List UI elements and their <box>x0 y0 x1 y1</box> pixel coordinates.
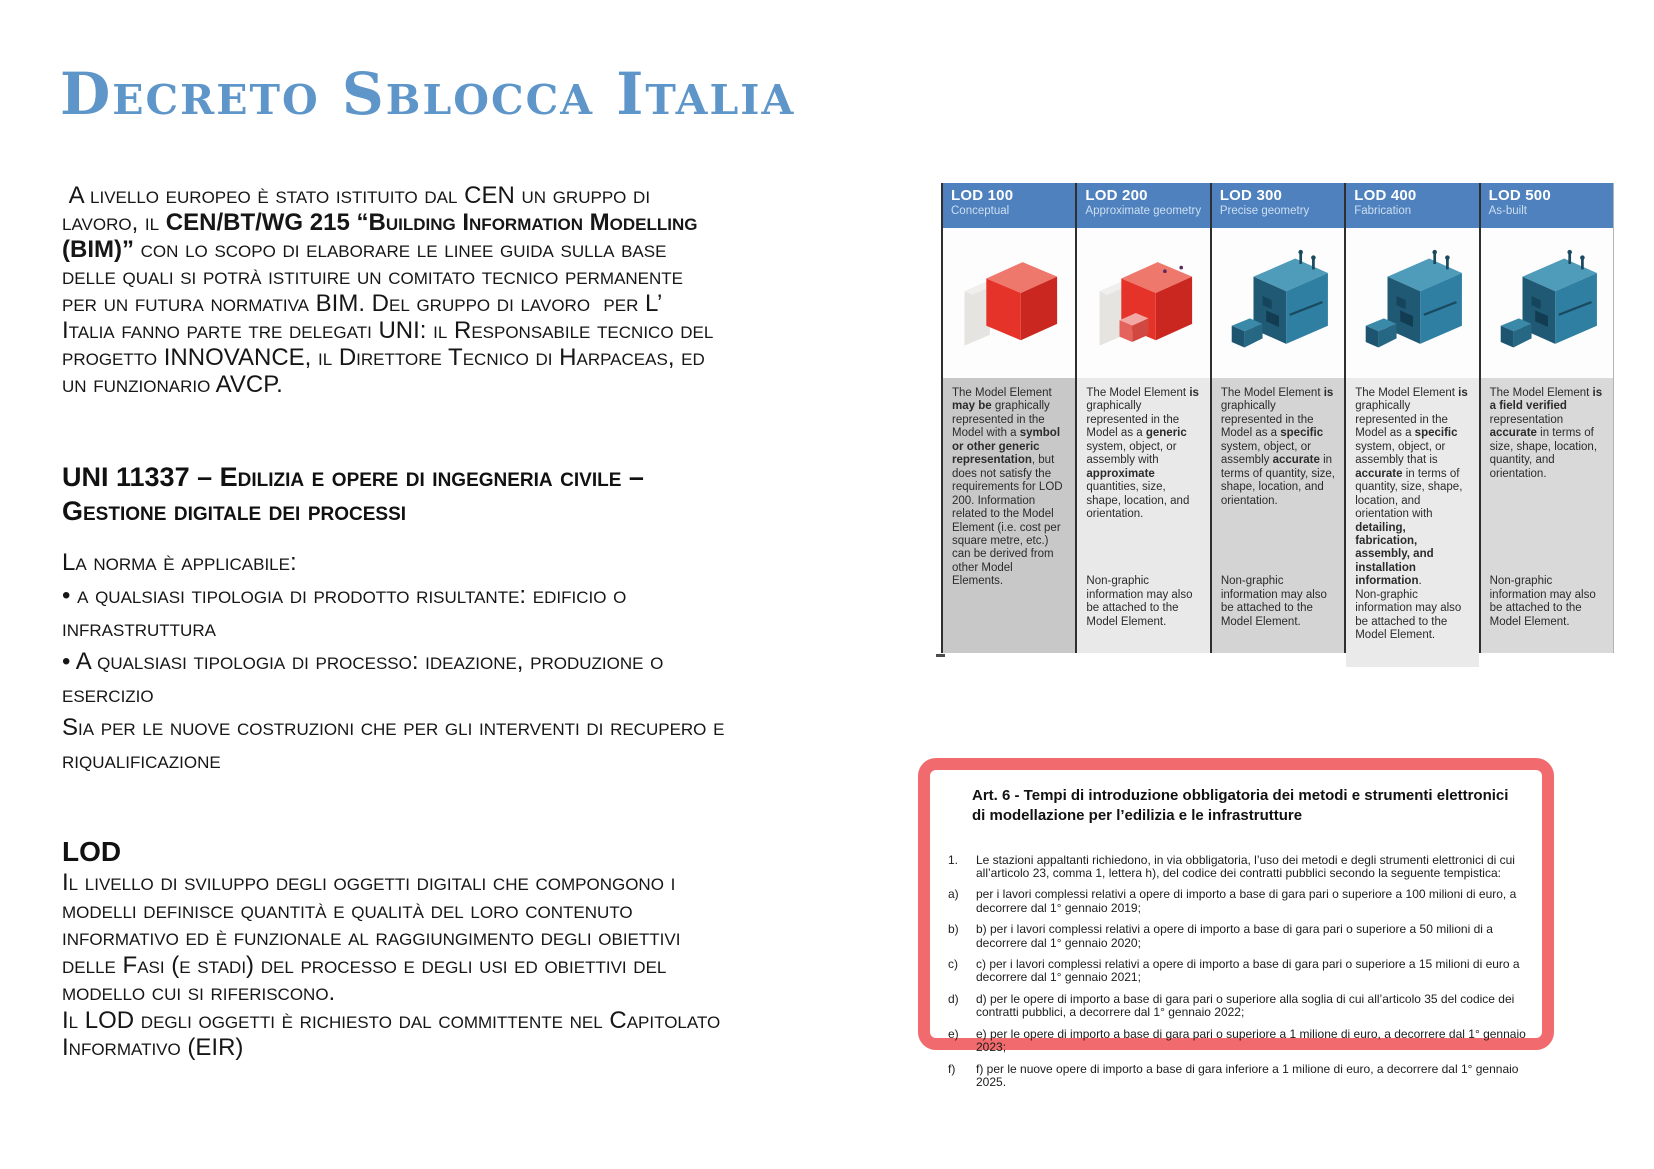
art6-item-marker: b) <box>948 922 959 937</box>
lod-400-header <box>1346 183 1478 228</box>
red-conceptual-cube-icon <box>950 239 1068 367</box>
lod-100-header <box>943 183 1075 228</box>
lod-300-column <box>1210 183 1344 653</box>
art6-item <box>948 958 1526 984</box>
art6-item-marker: 1. <box>948 852 959 867</box>
lod-500-header <box>1481 183 1613 228</box>
lod-levels-table <box>941 183 1614 653</box>
lod-100-description: The Model Element may be graphically represented in the Model with a symbol or other generic representation, but does not satisfy the requirements for LOD 200. Information related to the Model Element (i.e. cost per square metre, etc.) can be derived from other Model Elements. <box>952 387 1063 588</box>
lod-200-non-graphic: Non-graphic information may also be attached to the Model Element. <box>1086 575 1193 628</box>
lod-200-header <box>1077 183 1209 228</box>
lod-500-description: The Model Element is a field verified representation accurate in terms of size, shape, location, quantity, and orientation. <box>1489 387 1603 480</box>
art6-item-text: e) per le opere di importo a base di gara pari o superiore a 1 milione di euro, a decorrere dal 1° gennaio 2023; <box>976 1026 1526 1055</box>
art6-item <box>948 888 1526 914</box>
art6-item <box>948 993 1526 1019</box>
lod-200-body <box>1077 378 1209 653</box>
art6-highlight-box <box>918 758 1554 1090</box>
lod-300-title: LOD 300 <box>1219 187 1283 204</box>
lod-400-column <box>1344 183 1478 653</box>
norma-bullet: • a qualsiasi tipologia di prodotto risultante: edificio o infrastruttura <box>62 582 627 642</box>
intro-paragraph: A livello europeo è stato istituito dal CEN un gruppo di lavoro, il CEN/BT/WG 215 “Building Information Modelling (BIM)” con lo scopo di elaborare le linee guida sulla base delle quali si potrà istituire un comitato tecnico permanente per un futura normativa BIM. Del gruppo di lavoro per L’ Italia fanno parte tre delegati UNI: il Responsabile tecnico del progetto INNOVANCE, il Direttore Tecnico di Harpaceas, ed un funzionario AVCP. <box>62 182 720 398</box>
norma-bullet: • A qualsiasi tipologia di processo: ideazione, produzione o esercizio <box>62 648 664 708</box>
lod-paragraph: Il livello di sviluppo degli oggetti digitali che compongono i modelli definisce quantità e qualità del loro contenuto informativo ed è funzionale al raggiungimento degli obiettivi delle Fasi (e stadi) del processo e degli usi ed obiettivi del modello cui si riferiscono. <box>62 869 681 1006</box>
lod-400-illustration <box>1346 228 1478 378</box>
norma-line: Sia per le nuove costruzioni che per gli interventi di recupero e riqualificazione <box>62 714 725 774</box>
art6-item-text: per i lavori complessi relativi a opere di importo a base di gara pari o superiore a 100 milioni di euro, a decorrere dal 1° gennaio 2019; <box>976 887 1517 915</box>
lod-300-header <box>1212 183 1344 228</box>
lod-200-title: LOD 200 <box>1085 187 1148 204</box>
red-approximate-cube-icon <box>1085 239 1203 367</box>
lod-400-subtitle: Fabrication <box>1354 205 1412 217</box>
art6-title: Art. 6 - Tempi di introduzione obbligatoria dei metodi e strumenti elettronici di modellazione per l’edilizia e le infrastrutture <box>972 787 1509 824</box>
lod-paragraph: Il LOD degli oggetti è richiesto dal committente nel Capitolato Informativo (EIR) <box>62 1006 721 1061</box>
lod-100-body <box>943 378 1075 653</box>
lod-100-subtitle: Conceptual <box>951 205 1010 217</box>
lod-500-subtitle: As-built <box>1488 205 1527 217</box>
art6-item <box>948 854 1526 880</box>
lod-100-column <box>941 183 1075 653</box>
lod-500-illustration <box>1481 228 1613 378</box>
lod-500-non-graphic: Non-graphic information may also be attached to the Model Element. <box>1489 575 1596 628</box>
lod-200-description: The Model Element is graphically represented in the Model as a generic system, object, or assembly with approximate quantities, size, shape, location, and orientation. <box>1086 387 1199 521</box>
lod-300-description: The Model Element is graphically represented in the Model as a specific system, object, or assembly accurate in terms of quantity, size, shape, location, and orientation. <box>1220 387 1336 507</box>
lod-500-body <box>1481 378 1613 653</box>
art6-item <box>948 923 1526 949</box>
page-title: Decreto Sblocca Italia <box>60 60 796 128</box>
art6-item-text: b) per i lavori complessi relativi a opere di importo a base di gara pari o superiore a 50 milioni di a decorrere dal 1° gennaio 2020; <box>976 922 1493 950</box>
lod-300-illustration <box>1212 228 1344 378</box>
art6-item-text: Le stazioni appaltanti richiedono, in via obbligatoria, l’uso dei metodi e degli strumenti elettronici di cui all’articolo 23, comma 1, lettera h), del codice dei contratti pubblici secondo la seguente tempistica: <box>976 852 1515 880</box>
teal-machine-icon <box>1488 239 1606 367</box>
table-footnote-dash <box>936 654 945 657</box>
art6-item-text: c) per i lavori complessi relativi a opere di importo a base di gara pari o superiore a 15 milioni di euro a decorrere dal 1° gennaio 2021; <box>976 957 1520 985</box>
norma-applicabile-block <box>62 546 727 777</box>
lod-200-column <box>1075 183 1209 653</box>
lod-100-illustration <box>943 228 1075 378</box>
art6-item-marker: c) <box>948 957 958 972</box>
teal-machine-icon <box>1219 239 1337 367</box>
lod-500-title: LOD 500 <box>1488 187 1551 204</box>
lod-500-column <box>1479 183 1614 653</box>
teal-machine-icon <box>1353 239 1471 367</box>
lod-heading: LOD <box>62 836 122 867</box>
art6-item <box>948 1063 1526 1089</box>
lod-200-subtitle: Approximate geometry <box>1085 205 1202 217</box>
art6-item-marker: a) <box>948 887 959 902</box>
lod-400-non-graphic: Non-graphic information may also be attached to the Model Element. <box>1355 588 1462 642</box>
lod-400-title: LOD 400 <box>1354 187 1417 204</box>
lod-400-body <box>1346 378 1478 667</box>
art6-list <box>948 854 1526 1090</box>
lod-definition-block <box>62 869 724 1062</box>
art6-item-text: f) per le nuove opere di importo a base di gara inferiore a 1 milione di euro, a decorrere dal 1° gennaio 2025. <box>976 1061 1519 1090</box>
lod-400-description: The Model Element is graphically represented in the Model as a specific system, object, or assembly that is accurate in terms of quantity, size, shape, location, and orientation with detailing, fabrication, assembly, and installation information. <box>1355 387 1468 588</box>
lod-200-illustration <box>1077 228 1209 378</box>
uni-11337-heading: UNI 11337 – Edilizia e opere di ingegneria civile – Gestione digitale dei processi <box>62 462 644 526</box>
lod-300-subtitle: Precise geometry <box>1219 205 1310 217</box>
lod-300-body <box>1212 378 1344 653</box>
art6-item-marker: f) <box>948 1061 956 1076</box>
art6-item <box>948 1028 1526 1054</box>
art6-item-text: d) per le opere di importo a base di gara pari o superiore alla soglia di cui all’articolo 35 del codice dei contratti pubblici, a decorrere dal 1° gennaio 2022; <box>976 992 1515 1020</box>
art6-item-marker: d) <box>948 992 959 1007</box>
norma-line: La norma è applicabile: <box>62 549 297 576</box>
lod-300-non-graphic: Non-graphic information may also be attached to the Model Element. <box>1220 575 1327 628</box>
art6-item-marker: e) <box>948 1026 959 1041</box>
lod-100-title: LOD 100 <box>951 187 1014 204</box>
